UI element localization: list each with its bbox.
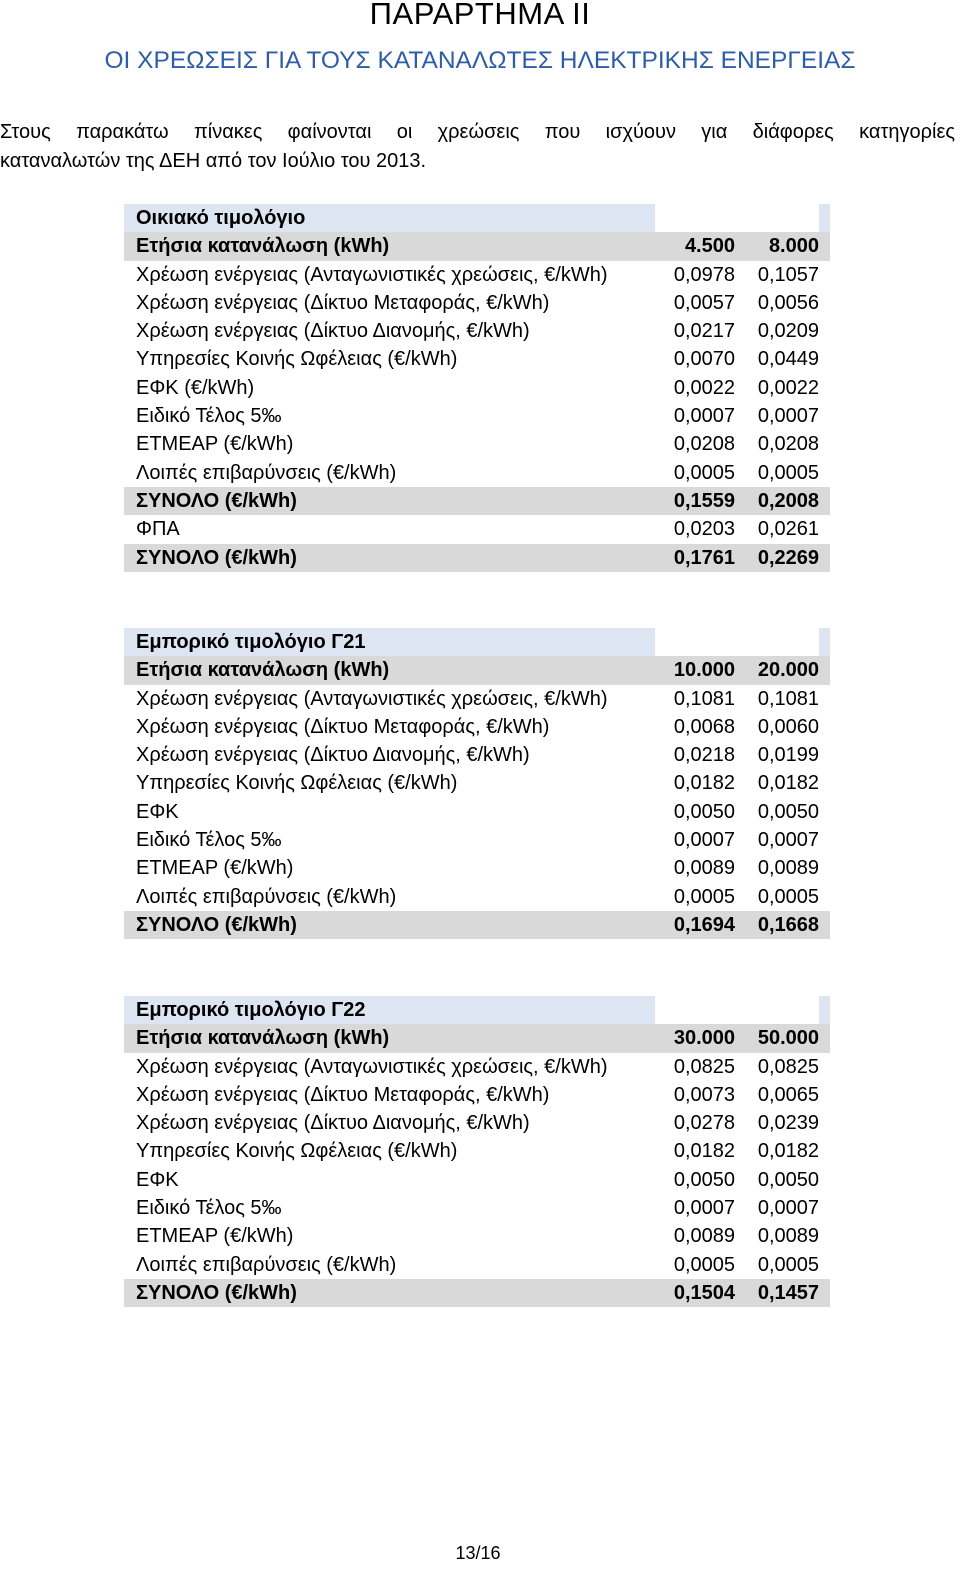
value-cell: 30.000 — [673, 1027, 735, 1050]
table-row — [124, 1166, 830, 1194]
row-label: ΦΠΑ — [136, 518, 180, 541]
row-label: Ειδικό Τέλος 5‰ — [136, 1197, 282, 1220]
row-label: Εμπορικό τιμολόγιο Γ21 — [136, 631, 366, 653]
value-cell: 0,1081 — [757, 687, 819, 710]
value-cell: 0,0089 — [757, 1225, 819, 1248]
table-row — [124, 713, 830, 741]
value-cell: 0,1057 — [757, 263, 819, 286]
value-cell: 0,1457 — [757, 1281, 819, 1304]
value-cell: 8.000 — [768, 235, 819, 258]
value-cell: 0,0199 — [757, 744, 819, 767]
table-row — [124, 289, 830, 317]
row-label: ΣΥΝΟΛΟ (€/kWh) — [136, 913, 297, 936]
table-row — [124, 317, 830, 345]
value-cell: 50.000 — [757, 1027, 819, 1050]
value-cell: 0,0005 — [673, 461, 735, 484]
value-cell: 0,1081 — [673, 687, 735, 710]
row-label: ΣΥΝΟΛΟ (€/kWh) — [136, 489, 297, 512]
total-row — [124, 911, 830, 939]
row-label: ΕΤΜΕΑΡ (€/kWh) — [136, 1225, 294, 1248]
value-cell: 0,1668 — [757, 913, 819, 936]
table-row — [124, 798, 830, 826]
table-row — [124, 854, 830, 882]
value-cell: 0,0050 — [673, 1168, 735, 1191]
value-cell: 0,0007 — [757, 829, 819, 852]
value-cell: 0,0007 — [673, 1197, 735, 1220]
value-cell — [655, 628, 735, 656]
row-label: Ετήσια κατανάλωση (kWh) — [136, 235, 390, 258]
row-label: Λοιπές επιβαρύνσεις (€/kWh) — [136, 461, 397, 484]
value-cell: 0,0978 — [673, 263, 735, 286]
row-label: ΣΥΝΟΛΟ (€/kWh) — [136, 1281, 297, 1304]
row-label: ΕΦΚ (€/kWh) — [136, 376, 255, 399]
table-row — [124, 769, 830, 797]
value-cell: 0,0089 — [757, 857, 819, 880]
value-cell: 0,0068 — [673, 715, 735, 738]
row-label: Ετήσια κατανάλωση (kWh) — [136, 659, 390, 682]
value-cell — [735, 628, 819, 656]
table-row — [124, 1109, 830, 1137]
intro-paragraph — [0, 118, 955, 175]
table-row — [124, 1137, 830, 1165]
value-cell: 0,0005 — [757, 1253, 819, 1276]
tariff-table-commercial-g22 — [124, 996, 830, 1307]
value-cell: 0,0278 — [673, 1112, 735, 1135]
table-row — [124, 374, 830, 402]
value-cell: 0,0005 — [757, 885, 819, 908]
value-cell: 0,0050 — [757, 1168, 819, 1191]
row-label: Χρέωση ενέργειας (Δίκτυο Διανομής, €/kWh) — [136, 320, 530, 343]
value-cell: 0,0007 — [757, 405, 819, 428]
value-cell: 0,0825 — [673, 1055, 735, 1078]
value-cell: 0,0060 — [757, 715, 819, 738]
table-row — [124, 1222, 830, 1250]
value-cell: 0,2008 — [757, 489, 819, 512]
row-label: Λοιπές επιβαρύνσεις (€/kWh) — [136, 1253, 397, 1276]
value-cell: 0,0209 — [757, 320, 819, 343]
value-cell: 0,0089 — [673, 857, 735, 880]
row-label: Χρέωση ενέργειας (Δίκτυο Μεταφοράς, €/kWh) — [136, 715, 550, 738]
value-cell: 0,0007 — [673, 829, 735, 852]
intro-line: καταναλωτών της ΔΕΗ από τον Ιούλιο του 2013. — [0, 149, 427, 172]
row-label: ΕΦΚ — [136, 800, 179, 823]
value-cell: 0,0208 — [673, 433, 735, 456]
row-label: Υπηρεσίες Κοινής Ωφέλειας (€/kWh) — [136, 348, 458, 371]
table-row — [124, 883, 830, 911]
total-row — [124, 1279, 830, 1307]
value-cell: 0,0203 — [673, 518, 735, 541]
consumption-row — [124, 656, 830, 684]
value-cell: 0,0057 — [673, 291, 735, 314]
consumption-row — [124, 232, 830, 260]
value-cell — [655, 996, 735, 1024]
value-cell: 0,0825 — [757, 1055, 819, 1078]
table-row — [124, 1251, 830, 1279]
table-row — [124, 1081, 830, 1109]
value-cell: 0,0261 — [757, 518, 819, 541]
row-label: ΣΥΝΟΛΟ (€/kWh) — [136, 546, 297, 569]
value-cell: 0,0449 — [757, 348, 819, 371]
value-cell: 0,0217 — [673, 320, 735, 343]
value-cell: 0,2269 — [757, 546, 819, 569]
page-title: ΠΑΡΑΡΤΗΜΑ ΙΙ — [369, 0, 591, 31]
table-row — [124, 1194, 830, 1222]
row-label: Χρέωση ενέργειας (Δίκτυο Μεταφοράς, €/kWh) — [136, 1083, 550, 1106]
row-label: Χρέωση ενέργειας (Ανταγωνιστικές χρεώσεις, €/kWh) — [136, 1055, 608, 1078]
value-cell: 0,0005 — [757, 461, 819, 484]
row-label: Υπηρεσίες Κοινής Ωφέλειας (€/kWh) — [136, 772, 458, 795]
consumption-row — [124, 1024, 830, 1052]
table-row — [124, 430, 830, 458]
value-cell: 0,0239 — [757, 1112, 819, 1135]
row-label: Ειδικό Τέλος 5‰ — [136, 405, 282, 428]
row-label: Χρέωση ενέργειας (Ανταγωνιστικές χρεώσεις, €/kWh) — [136, 687, 608, 710]
tariff-table-residential — [124, 204, 830, 572]
row-label: Ετήσια κατανάλωση (kWh) — [136, 1027, 390, 1050]
table-title-row — [124, 996, 830, 1024]
value-cell: 0,1694 — [673, 913, 735, 936]
row-label: Ειδικό Τέλος 5‰ — [136, 829, 282, 852]
value-cell: 0,0050 — [673, 800, 735, 823]
value-cell: 0,0022 — [757, 376, 819, 399]
row-label: Χρέωση ενέργειας (Δίκτυο Διανομής, €/kWh) — [136, 744, 530, 767]
table-row — [124, 515, 830, 543]
row-label: Υπηρεσίες Κοινής Ωφέλειας (€/kWh) — [136, 1140, 458, 1163]
value-cell: 0,0182 — [757, 1140, 819, 1163]
row-label: ΕΤΜΕΑΡ (€/kWh) — [136, 857, 294, 880]
page-number: 13/16 — [455, 1543, 501, 1563]
table-title-row — [124, 204, 830, 232]
value-cell: 0,1504 — [673, 1281, 735, 1304]
table-row — [124, 685, 830, 713]
table-row — [124, 741, 830, 769]
value-cell: 0,0022 — [673, 376, 735, 399]
table-row — [124, 402, 830, 430]
row-label: Χρέωση ενέργειας (Δίκτυο Μεταφοράς, €/kWh) — [136, 291, 550, 314]
value-cell: 0,0182 — [757, 772, 819, 795]
value-cell: 4.500 — [684, 235, 735, 258]
row-label: Εμπορικό τιμολόγιο Γ22 — [136, 999, 366, 1021]
row-label: ΕΦΚ — [136, 1168, 179, 1191]
value-cell: 10.000 — [673, 659, 735, 682]
value-cell: 0,0218 — [673, 744, 735, 767]
value-cell: 0,1559 — [673, 489, 735, 512]
row-label: Οικιακό τιμολόγιο — [136, 207, 306, 229]
total-row — [124, 487, 830, 515]
table-row — [124, 826, 830, 854]
value-cell — [735, 996, 819, 1024]
page-subtitle: ΟΙ ΧΡΕΩΣΕΙΣ ΓΙΑ ΤΟΥΣ ΚΑΤΑΝΑΛΩΤΕΣ ΗΛΕΚΤΡΙΚΗΣ ΕΝΕΡΓΕΙΑΣ — [104, 47, 856, 74]
row-label: ΕΤΜΕΑΡ (€/kWh) — [136, 433, 294, 456]
value-cell: 0,0089 — [673, 1225, 735, 1248]
value-cell — [655, 204, 735, 232]
value-cell: 0,1761 — [673, 546, 735, 569]
value-cell: 0,0182 — [673, 772, 735, 795]
row-label: Χρέωση ενέργειας (Ανταγωνιστικές χρεώσεις, €/kWh) — [136, 263, 608, 286]
value-cell: 0,0007 — [757, 1197, 819, 1220]
value-cell: 0,0065 — [757, 1083, 819, 1106]
value-cell: 0,0007 — [673, 405, 735, 428]
total-row — [124, 544, 830, 572]
value-cell: 0,0073 — [673, 1083, 735, 1106]
value-cell: 0,0208 — [757, 433, 819, 456]
value-cell: 0,0182 — [673, 1140, 735, 1163]
value-cell: 0,0070 — [673, 348, 735, 371]
row-label: Λοιπές επιβαρύνσεις (€/kWh) — [136, 885, 397, 908]
value-cell: 0,0005 — [673, 1253, 735, 1276]
tariff-table-commercial-g21 — [124, 628, 830, 939]
row-label: Χρέωση ενέργειας (Δίκτυο Διανομής, €/kWh) — [136, 1112, 530, 1135]
value-cell: 0,0050 — [757, 800, 819, 823]
table-row — [124, 261, 830, 289]
value-cell: 20.000 — [757, 659, 819, 682]
value-cell — [735, 204, 819, 232]
value-cell: 0,0056 — [757, 291, 819, 314]
intro-line: Στους παρακάτω πίνακες φαίνονται οι χρεώσεις που ισχύουν για διάφορες κατηγορίες — [0, 121, 955, 143]
table-row — [124, 1053, 830, 1081]
table-row — [124, 345, 830, 373]
table-row — [124, 459, 830, 487]
value-cell: 0,0005 — [673, 885, 735, 908]
table-title-row — [124, 628, 830, 656]
